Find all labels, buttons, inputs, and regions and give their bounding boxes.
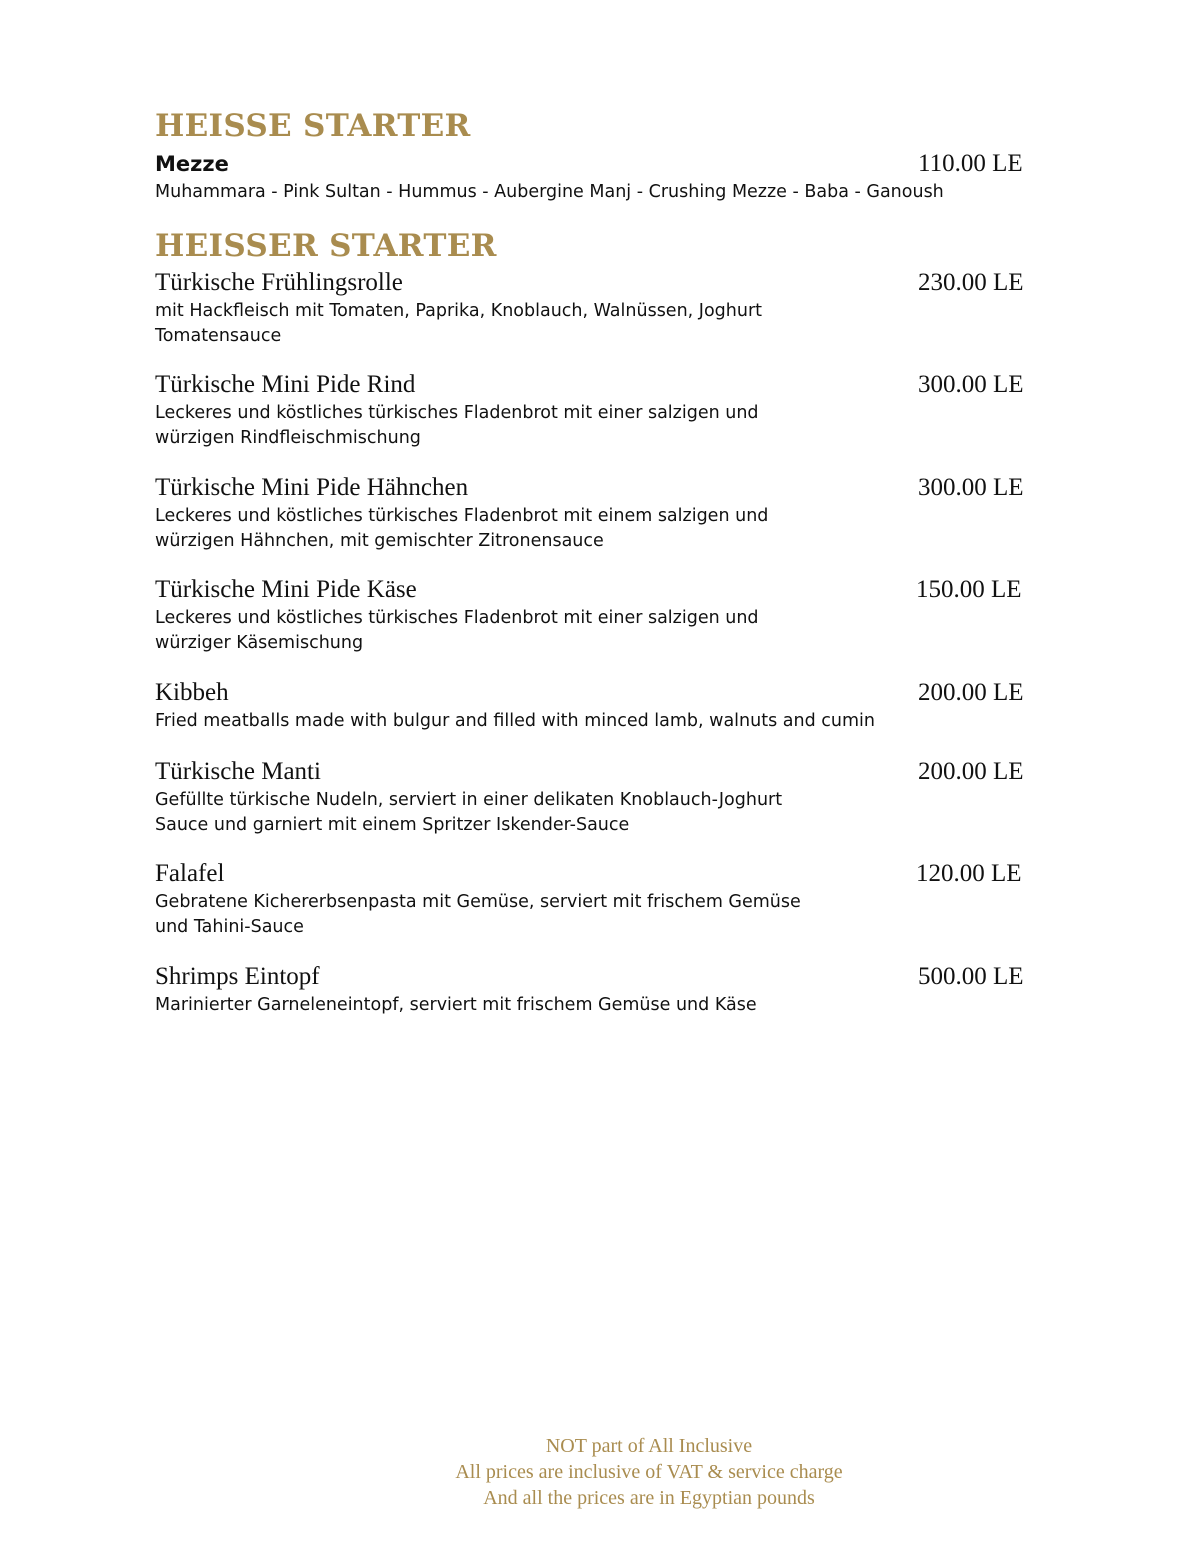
footer-notice <box>349 1433 949 1511</box>
section-title-heisse-starter: HEISSE STARTER <box>155 108 471 144</box>
item-name: Türkische Mini Pide Rind <box>155 371 416 398</box>
item-description: mit Hackfleisch mit Tomaten, Paprika, Knoblauch, Walnüssen, Joghurt Tomatensauce <box>155 301 763 346</box>
item-name: Türkische Mini Pide Käse <box>155 576 417 603</box>
item-description: Fried meatballs made with bulgur and filled with minced lamb, walnuts and cumin <box>155 711 875 731</box>
item-price: 120.00 LE <box>916 860 1022 887</box>
item-description: Leckeres und köstliches türkisches Fladenbrot mit einer salzigen und würzigen Rindfleischmischung <box>155 403 759 448</box>
item-price: 300.00 LE <box>918 371 1024 398</box>
item-description: Leckeres und köstliches türkisches Fladenbrot mit einer salzigen und würziger Käsemischung <box>155 608 759 653</box>
item-description: Gefüllte türkische Nudeln, serviert in einer delikaten Knoblauch-Joghurt Sauce und garniert mit einem Spritzer Iskender-Sauce <box>155 790 783 835</box>
item-description: Muhammara - Pink Sultan - Hummus - Aubergine Manj - Crushing Mezze - Baba - Ganoush <box>155 182 944 202</box>
item-price: 230.00 LE <box>918 269 1024 296</box>
item-description: Marinierter Garneleneintopf, serviert mit frischem Gemüse und Käse <box>155 995 757 1015</box>
footer-line-vat: All prices are inclusive of VAT & service charge <box>455 1461 843 1483</box>
item-name: Shrimps Eintopf <box>155 963 320 990</box>
item-name: Kibbeh <box>155 679 229 706</box>
item-description: Gebratene Kichererbsenpasta mit Gemüse, serviert mit frischem Gemüse und Tahini-Sauce <box>155 892 801 937</box>
footer-line-not-all-inclusive: NOT part of All Inclusive <box>545 1435 753 1457</box>
section-title-heisser-starter: HEISSER STARTER <box>155 228 497 264</box>
item-price: 200.00 LE <box>918 758 1024 785</box>
item-name: Mezze <box>155 152 229 176</box>
item-price: 500.00 LE <box>918 963 1024 990</box>
item-name: Falafel <box>155 860 225 887</box>
item-price: 110.00 LE <box>918 150 1023 177</box>
item-price: 150.00 LE <box>916 576 1022 603</box>
item-price: 300.00 LE <box>918 474 1024 501</box>
item-name: Türkische Mini Pide Hähnchen <box>155 474 469 501</box>
footer-line-currency: And all the prices are in Egyptian pounds <box>483 1487 815 1509</box>
item-name: Türkische Frühlingsrolle <box>155 269 403 296</box>
item-name: Türkische Manti <box>155 758 321 785</box>
item-description: Leckeres und köstliches türkisches Fladenbrot mit einem salzigen und würzigen Hähnchen, mit gemischter Zitronensauce <box>155 506 769 551</box>
item-price: 200.00 LE <box>918 679 1024 706</box>
